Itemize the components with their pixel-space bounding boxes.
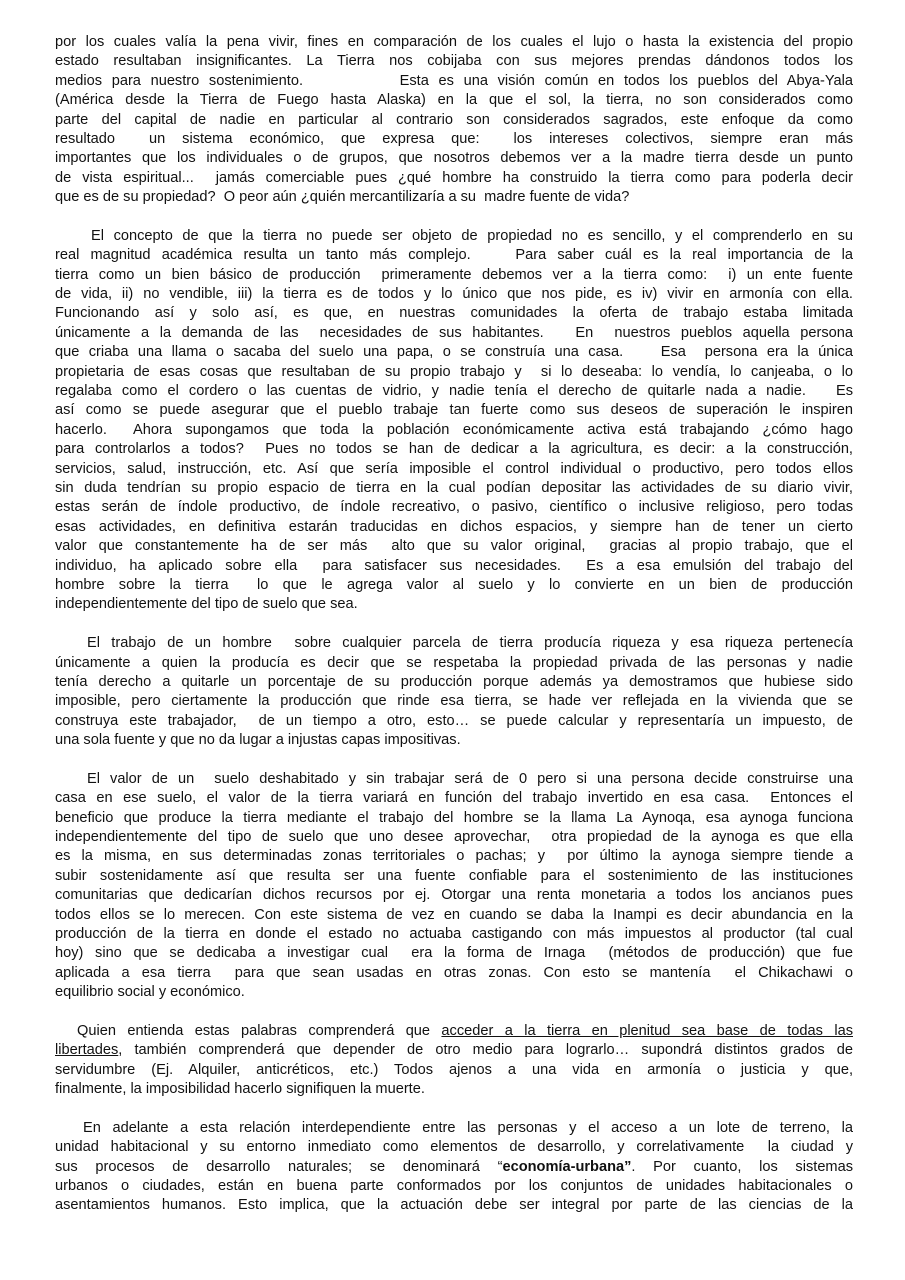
text-line — [55, 1177, 853, 1196]
text-segment: real magnitud académica resulta un tanto más complejo. Para saber cuál es la real importancia de la — [55, 247, 853, 264]
paragraph — [55, 33, 853, 208]
text-segment: valor que constantemente ha de ser más alto que su valor original, gracias al propio trabajo, que el — [55, 538, 853, 555]
underlined-text: libertades — [55, 1042, 119, 1059]
text-segment: una sola fuente y que no da lugar a injustas capas impositivas. — [55, 732, 461, 749]
text-segment: Funcionando así y solo así, es que, en nuestras comunidades la oferta de trabajo estaba limitada — [55, 305, 853, 322]
text-segment: producción de la tierra en donde el estado no actuaba castigando con más impuestos al productor (tal cual — [55, 925, 853, 942]
text-segment: En adelante a esta relación interdependiente entre las personas y el acceso a un lote de terreno, la — [83, 1119, 853, 1136]
text-segment: sin duda tendrían su propio espacio de tierra en la cual podían depositar las actividades de su diario vivir, — [55, 479, 853, 496]
text-segment: independientemente del tipo de suelo que uno desee aprovechar, otra propiedad de la aynoga es que ella — [55, 829, 853, 846]
text-segment: por los cuales valía la pena vivir, fines en comparación de los cuales el lujo o hasta la existencia del propio — [55, 34, 853, 50]
text-segment: de vida, ii) no vendible, iii) la tierra es de todos y lo único que nos pide, es iv) vivir en armonía con ella. — [55, 286, 853, 303]
text-line — [55, 557, 853, 576]
text-line — [55, 1022, 853, 1041]
text-segment: tenía derecho a quitarle un porcentaje de su producción porque además ya demostramos que hubiese sido — [55, 673, 853, 690]
text-line — [55, 1158, 853, 1177]
text-line — [55, 440, 853, 459]
text-segment: El valor de un suelo deshabitado y sin trabajar será de 0 pero si una persona decide construirse una — [87, 770, 853, 787]
text-segment: medios para nuestro sostenimiento. Esta es una visión común en todos los pueblos del Abya-Yala — [55, 72, 853, 89]
text-segment: construya este trabajador, de un tiempo a otro, esto… se puede calcular y representaría un impuesto, de — [55, 712, 853, 729]
text-line — [55, 421, 853, 440]
text-segment: imposible, pero ciertamente la producción que rinde esa tierra, se hade ver reflejada en la vivienda que se — [55, 693, 853, 710]
text-line — [55, 343, 853, 362]
text-line — [55, 460, 853, 479]
text-line — [55, 518, 853, 537]
text-line — [55, 595, 853, 614]
text-segment: regalaba como el cordero o las cuentas de vidrio, y nadie tenía el derecho de quitarle nada a nadie. Es — [55, 383, 853, 400]
text-segment: hombre sobre la tierra lo que le agrega valor al suelo y lo convierte en un bien de producción — [55, 576, 853, 593]
paragraph — [55, 770, 853, 1003]
text-line — [55, 654, 853, 673]
text-line — [55, 537, 853, 556]
text-segment: asentamientos humanos. Esto implica, que la actuación debe ser integral por parte de las ciencias de la — [55, 1197, 853, 1214]
text-segment: servidumbre (Ej. Alquiler, anticréticos, etc.) Todos ajenos a una vida en armonía o justicia y que, — [55, 1061, 853, 1078]
text-line — [55, 285, 853, 304]
text-segment: propietaria de esas cosas que resultaban de su propio trabajo y si lo deseaba: lo vendía, lo canjeaba, o lo — [55, 363, 853, 380]
text-segment: que es de su propiedad? O peor aún ¿quién mercantilizaría a su madre fuente de vida? — [55, 189, 630, 206]
text-segment: Quien entienda estas palabras comprenderá que — [77, 1022, 442, 1039]
text-line — [55, 789, 853, 808]
text-segment: equilibrio social y económico. — [55, 984, 245, 1001]
text-segment: , también comprenderá que depender de otro medio para lograrlo… supondrá distintos grados de — [118, 1042, 853, 1059]
text-segment: urbanos o ciudades, están en buena parte conformados por los conjuntos de unidades habitacionales o — [55, 1178, 853, 1195]
text-line — [55, 149, 853, 168]
text-segment: finalmente, la imposibilidad hacerlo signifiquen la muerte. — [55, 1081, 425, 1098]
text-line — [55, 169, 853, 188]
text-segment: subir sostenidamente así que resulta ser una fuente confiable para el sostenimiento de las instituciones — [55, 867, 853, 884]
text-segment: individuo, ha aplicado sobre ella para satisfacer sus necesidades. Es a esa emulsión del trabajo del — [55, 557, 853, 574]
bold-term: economía-urbana” — [502, 1158, 632, 1175]
text-line — [55, 731, 853, 750]
text-line — [55, 479, 853, 498]
text-segment: hoy) sino que se dedicaba a investigar cual era la forma de Irnaga (métodos de producción) que fue — [55, 945, 853, 962]
text-line — [55, 188, 853, 207]
text-line — [55, 382, 853, 401]
text-segment: esas actividades, en definitiva estarán traducidas en dichos espacios, y siempre han de tener un cierto — [55, 518, 853, 535]
text-line — [55, 72, 853, 91]
text-segment: aplicada a esa tierra para que sean usadas en otras zonas. Con esto se mantenía el Chikachawi o — [55, 964, 853, 981]
text-line — [55, 33, 853, 52]
text-segment: . Por cuanto, los sistemas — [631, 1158, 854, 1175]
text-line — [55, 1080, 853, 1099]
text-line — [55, 130, 853, 149]
text-line — [55, 304, 853, 323]
text-line — [55, 324, 853, 343]
text-line — [55, 964, 853, 983]
text-segment: de vista espiritual... jamás comerciable pues ¿qué hombre ha construido la tierra como para poderla decir — [55, 169, 853, 186]
paragraph — [55, 227, 853, 615]
text-line — [55, 498, 853, 517]
text-line — [55, 828, 853, 847]
text-line — [55, 576, 853, 595]
text-segment: (América desde la Tierra de Fuego hasta Alaska) en la que el sol, la tierra, no son considerados como — [55, 92, 853, 109]
text-line — [55, 944, 853, 963]
text-line — [55, 770, 853, 789]
text-segment: beneficio que produce la tierra mediante el trabajo del hombre se la llama La Aynoqa, esa aynoga funciona — [55, 809, 853, 826]
text-line — [55, 227, 853, 246]
text-line — [55, 363, 853, 382]
text-segment: así como se puede asegurar que el pueblo trabaje tan fuerte como sus deseos de superación le inspiren — [55, 402, 853, 419]
text-segment: tierra como un bien básico de producción primeramente debemos ver a la tierra como: i) un ente fuente — [55, 266, 853, 283]
text-segment: sus procesos de desarrollo naturales; se denominará “ — [55, 1158, 503, 1175]
text-line — [55, 673, 853, 692]
text-segment: importantes que los individuales o de grupos, que nosotros debemos ver a la madre tierra desde un punto — [55, 150, 853, 167]
text-line — [55, 111, 853, 130]
text-line — [55, 925, 853, 944]
text-segment: estado resultaban insignificantes. La Tierra nos cobijaba con sus mejores prendas dándonos todos los — [55, 53, 853, 70]
text-line — [55, 712, 853, 731]
text-line — [55, 634, 853, 653]
text-line — [55, 1119, 853, 1138]
text-segment: todos ellos se lo merecen. Con este sistema de vez en cuando se daba la Inampi es decir abundancia en la — [55, 906, 853, 923]
text-line — [55, 52, 853, 71]
text-line — [55, 401, 853, 420]
text-segment: que criaba una llama o sacaba del suelo una papa, o se construía una casa. Esa persona era la única — [55, 344, 853, 361]
text-segment: independientemente del tipo de suelo que sea. — [55, 596, 358, 613]
document-page — [55, 33, 853, 1235]
text-segment: es la misma, en sus determinadas zonas territoriales o pachas; y por último la aynoga siempre tiende a — [55, 848, 853, 865]
text-line — [55, 692, 853, 711]
paragraph — [55, 634, 853, 750]
text-segment: resultado un sistema económico, que expresa que: los intereses colectivos, siempre eran más — [55, 130, 853, 147]
text-segment: para controlarlos a todos? Pues no todos se han de dedicar a la agricultura, es decir: a la construcción, — [55, 441, 853, 458]
text-line — [55, 91, 853, 110]
paragraph — [55, 1119, 853, 1216]
text-line — [55, 1138, 853, 1157]
text-segment: unidad habitacional y su entorno inmediato como elementos de desarrollo, y correlativamente la ciudad y — [55, 1139, 853, 1156]
text-line — [55, 1196, 853, 1215]
underlined-text: acceder a la tierra en plenitud sea base de todas las — [441, 1022, 853, 1039]
text-line — [55, 1041, 853, 1060]
text-line — [55, 246, 853, 265]
text-segment: servicios, salud, instrucción, etc. Así que sería imposible el control individual o productivo, pero todos ellos — [55, 460, 853, 477]
text-line — [55, 886, 853, 905]
text-segment: casa en ese suelo, el valor de la tierra variará en función del trabajo invertido en esa casa. Entonces el — [55, 790, 853, 807]
paragraph — [55, 1022, 853, 1100]
text-segment: comunitarias que dedicarían dichos recursos por ej. Otorgar una renta monetaria a todos los ancianos pues — [55, 887, 853, 904]
text-line — [55, 867, 853, 886]
text-line — [55, 983, 853, 1002]
text-line — [55, 809, 853, 828]
text-line — [55, 847, 853, 866]
text-line — [55, 1061, 853, 1080]
text-segment: hacerlo. Ahora supongamos que toda la población económicamente activa está trabajando ¿cómo hago — [55, 421, 853, 438]
text-line — [55, 266, 853, 285]
text-segment: únicamente a quien la producía es decir que se respetaba la propiedad privada de las personas y nadie — [55, 654, 853, 671]
text-line — [55, 906, 853, 925]
text-segment: El concepto de que la tierra no puede ser objeto de propiedad no es sencillo, y el comprenderlo en su — [91, 227, 853, 244]
text-segment: parte del capital de nadie en particular al contrario son considerados sagrados, este enfoque da como — [55, 111, 853, 128]
text-segment: estas serán de índole productivo, de índole recreativo, o pasivo, científico o inclusive religioso, pero todas — [55, 499, 853, 516]
text-segment: únicamente a la demanda de las necesidades de sus habitantes. En nuestros pueblos aquella persona — [55, 324, 853, 341]
text-segment: El trabajo de un hombre sobre cualquier parcela de tierra producía riqueza y esa riqueza pertenecía — [87, 635, 853, 652]
